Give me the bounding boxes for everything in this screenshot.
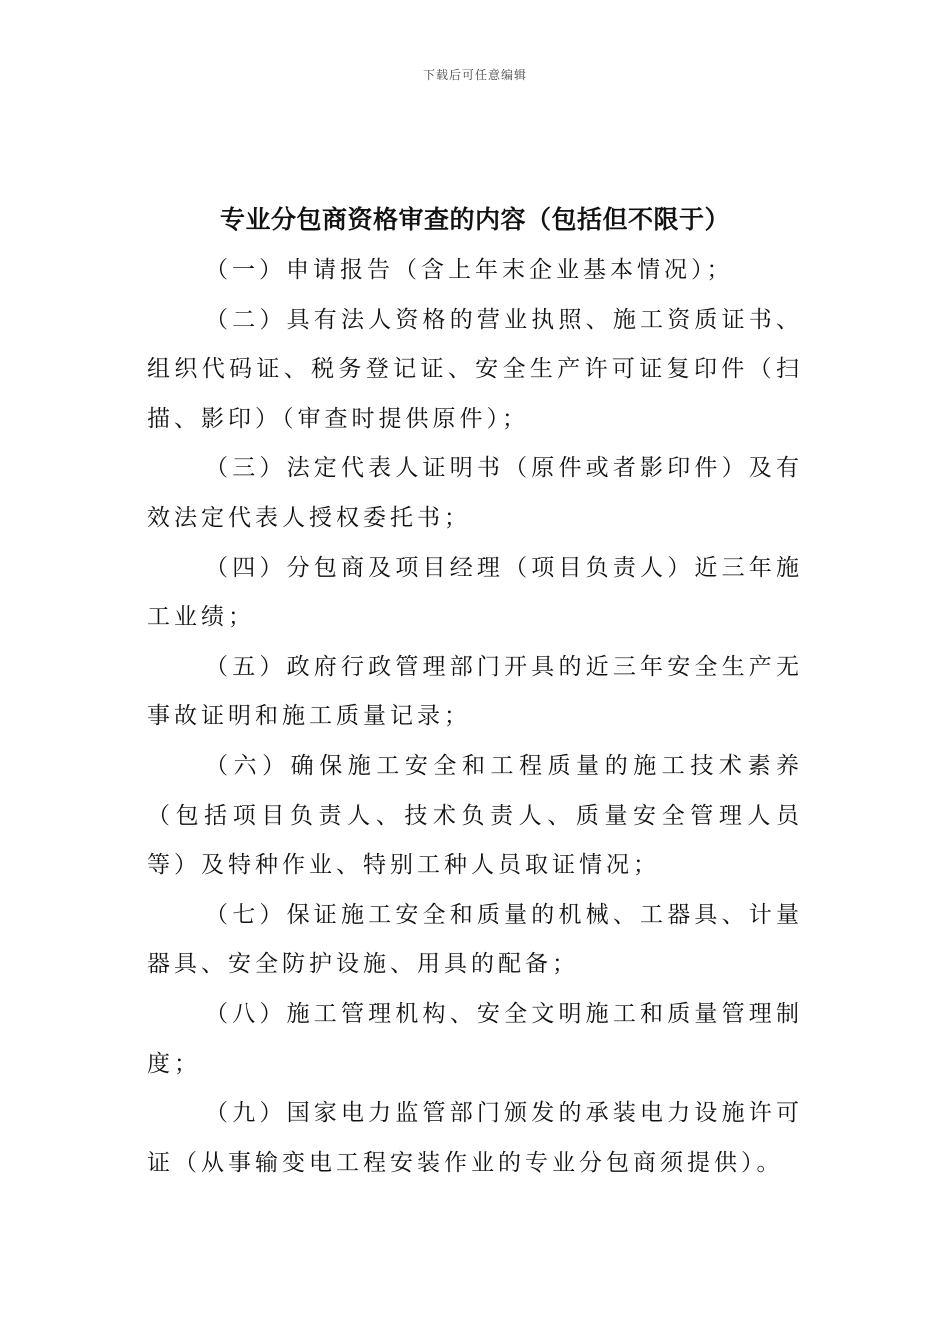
- header-note: 下载后可任意编辑: [422, 68, 527, 82]
- list-item: （三）法定代表人证明书（原件或者影印件）及有效法定代表人授权委托书；: [147, 455, 803, 531]
- list-item: （五）政府行政管理部门开具的近三年安全生产无事故证明和施工质量记录；: [147, 653, 803, 730]
- list-item: （八）施工管理机构、安全文明施工和质量管理制度；: [147, 1000, 803, 1077]
- list-item: （七）保证施工安全和质量的机械、工器具、计量器具、安全防护设施、用具的配备；: [147, 901, 803, 978]
- document-title: 专业分包商资格审查的内容（包括但不限于）: [219, 205, 730, 234]
- list-item: （九）国家电力监管部门颁发的承装电力设施许可证（从事输变电工程安装作业的专业分包商须提供）。: [147, 1100, 803, 1176]
- list-item: （二）具有法人资格的营业执照、施工资质证书、组织代码证、税务登记证、安全生产许可证复印件（扫描、影印）（审查时提供原件）；: [147, 306, 803, 432]
- list-item: （四）分包商及项目经理（项目负责人）近三年施工业绩；: [147, 554, 803, 631]
- list-item: （六）确保施工安全和工程质量的施工技术素养（包括项目负责人、技术负责人、质量安全管理人员等）及特种作业、特别工种人员取证情况；: [147, 752, 803, 879]
- list-item: （一）申请报告（含上年末企业基本情况）；: [205, 257, 734, 283]
- document-body: [147, 246, 803, 1188]
